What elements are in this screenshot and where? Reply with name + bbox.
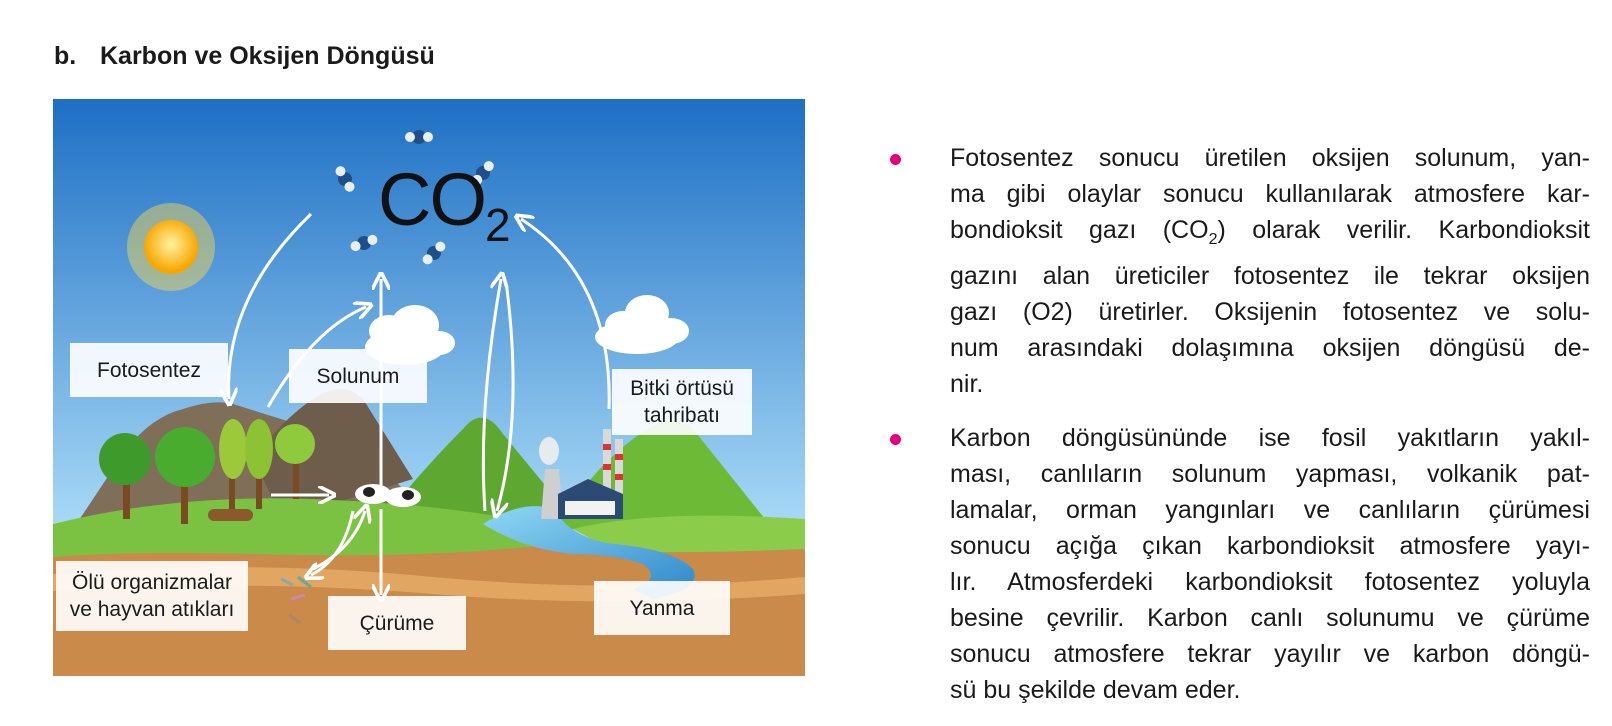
bullet-list <box>890 140 1590 726</box>
text-line: num arasındaki dolaşımına oksijen döngüsü de- <box>950 334 1590 362</box>
label-curume <box>328 596 466 650</box>
co2-subscript: 2 <box>485 199 509 251</box>
label-bitki-ortusu <box>612 369 752 435</box>
text-line: lır. Atmosferdeki karbondioksit fotosentez yoluyla <box>950 568 1590 596</box>
text-line: ma gibi olaylar sonucu kullanılarak atmosfere kar- <box>950 180 1590 208</box>
text-line: lamalar, orman yangınları ve canlıların çürümesi <box>950 496 1590 524</box>
bullet-dot-icon <box>890 434 901 445</box>
label-fotosentez-text: Fotosentez <box>97 358 201 382</box>
text-fragment: bondioksit gazı (CO <box>950 216 1209 244</box>
sun-icon <box>127 203 215 291</box>
label-bitki-line1: Bitki örtüsü <box>630 377 734 400</box>
section-heading <box>54 42 435 71</box>
label-solunum <box>289 349 427 403</box>
label-olu-line1: Ölü organizmalar <box>72 571 232 594</box>
label-olu-organizmalar <box>56 561 248 631</box>
section-title: Karbon ve Oksijen Döngüsü <box>100 42 435 70</box>
text-line: Fotosentez sonucu üretilen oksijen solunum, yan- <box>950 144 1590 172</box>
text-line: besine çevrilir. Karbon canlı solunumu ve çürüme <box>950 604 1590 632</box>
co2-main: CO <box>378 158 485 241</box>
section-number: b. <box>54 42 77 70</box>
label-fotosentez <box>70 343 228 397</box>
label-yanma <box>594 581 730 635</box>
text-line: Karbon döngüsününde ise fosil yakıtların yakıl- <box>950 424 1590 452</box>
text-line: sonucu atmosfere tekrar yayılır ve karbon döngü- <box>950 640 1590 668</box>
cycle-illustration <box>53 99 805 676</box>
co2-title <box>378 157 509 252</box>
text-line: gazını alan üreticiler fotosentez ile tekrar oksijen <box>950 262 1590 290</box>
text-line: gazı (O2) üretirler. Oksijenin fotosentez ve solu- <box>950 298 1590 326</box>
label-bitki-line2: tahribatı <box>644 404 720 427</box>
bullet-item-carbon <box>890 420 1590 708</box>
text-line: sü bu şekilde devam eder. <box>950 676 1241 704</box>
text-fragment: ) olarak verilir. Karbondioksit <box>1217 216 1591 244</box>
text-line: sonucu açığa çıkan karbondioksit atmosfere yayı- <box>950 532 1590 560</box>
subscript: 2 <box>1208 231 1218 248</box>
label-yanma-text: Yanma <box>629 596 695 620</box>
text-line-co2 <box>950 212 1590 258</box>
label-solunum-text: Solunum <box>316 364 400 388</box>
bullet-item-oxygen <box>890 140 1590 402</box>
label-olu-line2: ve hayvan atıkları <box>69 598 235 621</box>
text-line: nir. <box>950 370 984 398</box>
text-line: ması, canlıların solunum yapması, volkanik pat- <box>950 460 1590 488</box>
label-curume-text: Çürüme <box>359 611 435 635</box>
bullet-dot-icon <box>890 154 901 165</box>
